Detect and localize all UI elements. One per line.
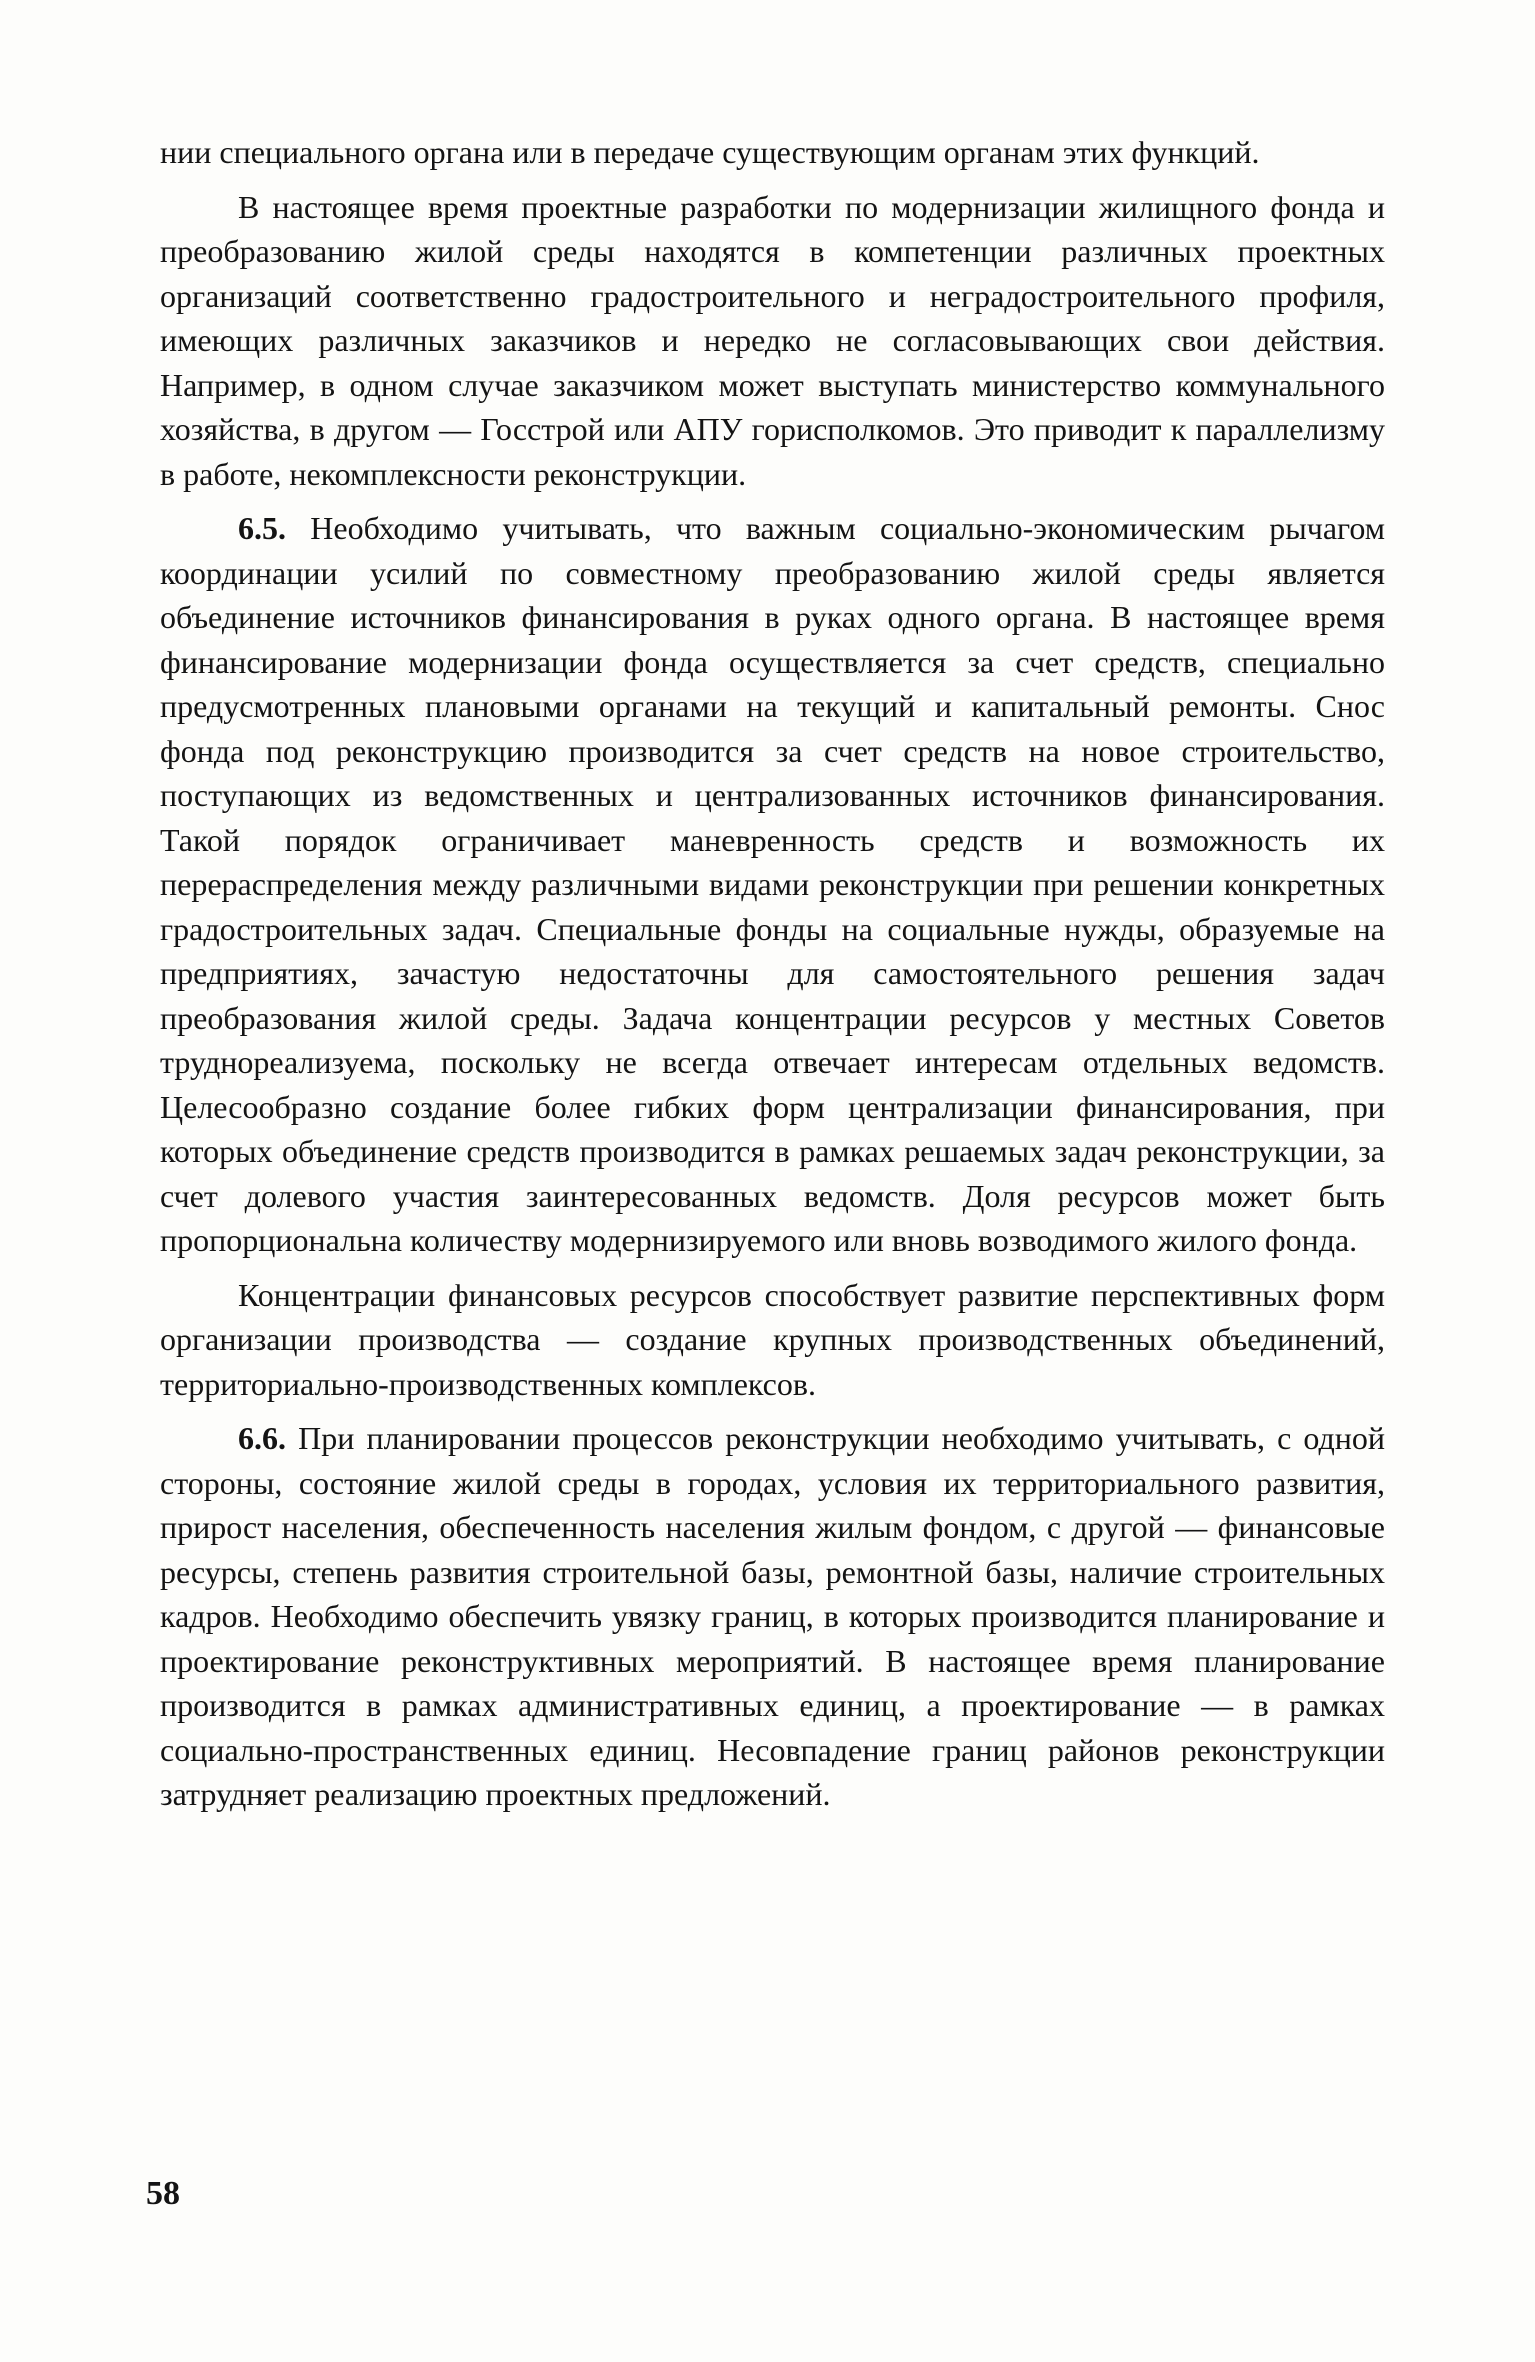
paragraph-section-6-5 <box>160 506 1385 1263</box>
paragraph-financial-concentration <box>160 1273 1385 1407</box>
paragraph-text: В настоящее время проектные разработки по модернизации жилищного фонда и преобразованию жилой среды находятся в компетенции различных проектных организаций соответственно градостроительного и неградостроительного профиля, имеющих различных заказчиков и нередко не согласовывающих свои действия. Например, в одном случае заказчиком может выступать министерство коммунального хозяйства, в другом — Госстрой или АПУ горисполкомов. Это приводит к параллелизму в работе, некомплексности реконструкции. <box>160 188 1385 492</box>
paragraph-text: При планировании процессов реконструкции необходимо учитывать, с одной стороны, состояние жилой среды в городах, условия их территориального развития, прирост населения, обеспеченность населения жилым фондом, с другой — финансовые ресурсы, степень развития строительной базы, ремонтной базы, наличие строительных кадров. Необходимо обеспечить увязку границ, в которых производится планирование и проектирование реконструктивных мероприятий. В настоящее время планирование производится в рамках административных единиц, а проектирование — в рамках социально-пространственных единиц. Несовпадение границ районов реконструкции затрудняет реализацию проектных предложений. <box>160 1420 1386 1812</box>
section-number: 6.5. <box>238 510 286 546</box>
paragraph-text: Концентрации финансовых ресурсов способствует развитие перспективных форм организации производства — создание крупных производственных объединений, территориально-производственных комплексов. <box>160 1276 1385 1402</box>
paragraph-text: Необходимо учитывать, что важным социально-экономическим рычагом координации усилий по совместному преобразованию жилой среды является объединение источников финансирования в руках одного органа. В настоящее время финансирование модернизации фонда осуществляется за счет средств, специально предусмотренных плановыми органами на текущий и капитальный ремонты. Снос фонда под реконструкцию производится за счет средств на новое строительство, поступающих из ведомственных и централизованных источников финансирования. Такой порядок ограничивает маневренность средств и возможность их перераспределения между различными видами реконструкции при решении конкретных градостроительных задач. Специальные фонды на социальные нужды, образуемые на предприятиях, зачастую недостаточны для самостоятельного решения задач преобразования жилой среды. Задача концентрации ресурсов у местных Советов труднореализуема, поскольку не всегда отвечает интересам отдельных ведомств. Целесообразно создание более гибких форм централизации финансирования, при которых объединение средств производится в рамках решаемых задач реконструкции, за счет долевого участия заинтересованных ведомств. Доля ресурсов может быть пропорциональна количеству модернизируемого или вновь возводимого жилого фонда. <box>160 510 1386 1258</box>
paragraph-design-work <box>160 185 1385 497</box>
paragraph-continuation <box>160 130 1385 175</box>
paragraph-section-6-6 <box>160 1416 1385 1817</box>
page-number: 58 <box>146 2175 180 2212</box>
paragraph-text: нии специального органа или в передаче существующим органам этих функций. <box>160 134 1260 170</box>
body-text <box>160 130 1385 1817</box>
section-number: 6.6. <box>238 1420 286 1456</box>
